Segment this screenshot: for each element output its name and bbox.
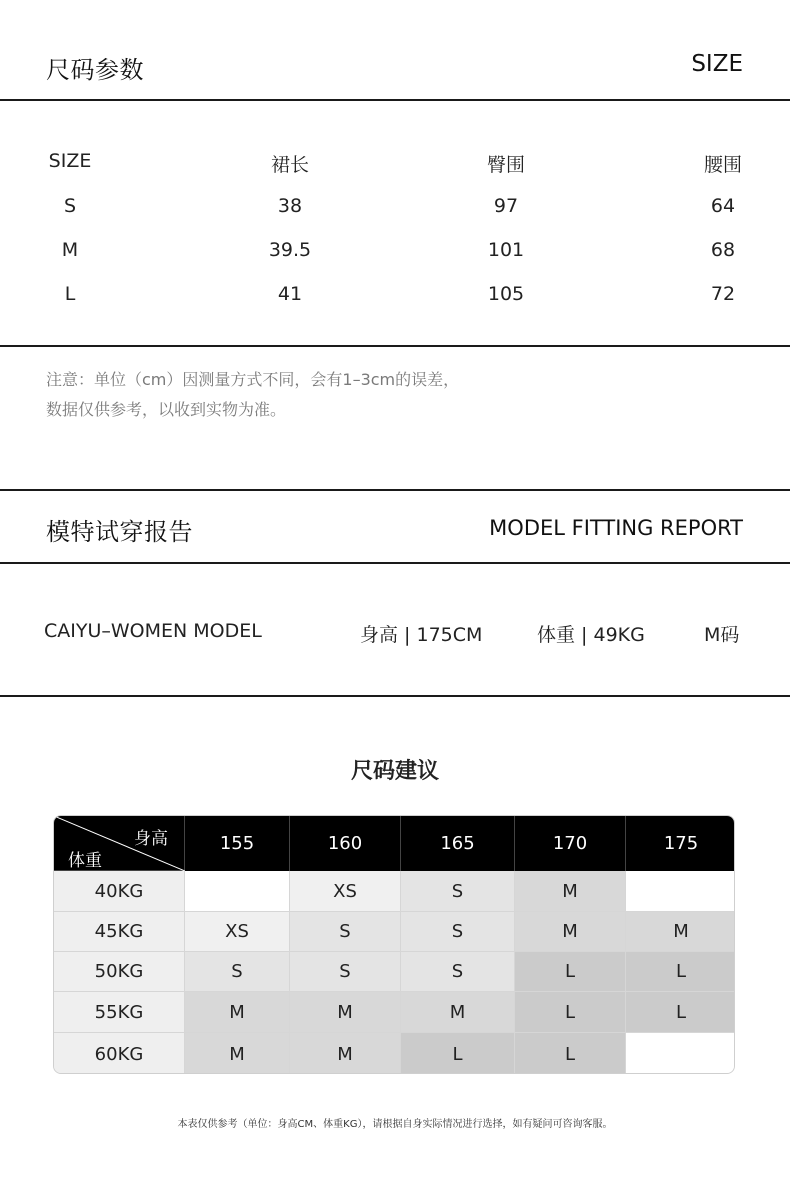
- recommendation-cell: M: [626, 912, 735, 952]
- height-header: 170: [515, 816, 626, 871]
- header-length: 裙长: [270, 154, 309, 176]
- recommendation-cell: L: [626, 992, 735, 1033]
- recommendation-cell: M: [401, 992, 515, 1033]
- hip-cell: 105: [487, 283, 525, 305]
- recommendation-cell: [185, 871, 290, 912]
- size-row: [46, 283, 746, 313]
- waist-cell: 72: [710, 283, 736, 305]
- note-line-1: 注意：单位（cm）因测量方式不同，会有1–3cm的误差，: [46, 370, 460, 389]
- length-cell: 39.5: [268, 239, 312, 261]
- divider: [0, 562, 790, 564]
- height-header: 160: [290, 816, 401, 871]
- divider: [0, 99, 790, 101]
- divider: [0, 489, 790, 491]
- recommendation-cell: [626, 1033, 735, 1074]
- waist-cell: 64: [710, 195, 736, 217]
- recommendation-footnote: 本表仅供参考（单位：身高CM、体重KG），请根据自身实际情况进行选择，如有疑问可咨询客服。: [177, 1119, 613, 1130]
- length-cell: 41: [277, 283, 303, 305]
- model-size: M码: [704, 624, 740, 646]
- model-height: 身高 | 175CM: [360, 624, 483, 646]
- recommendation-cell: S: [290, 952, 401, 992]
- size-row: [46, 239, 746, 269]
- weight-header: 60KG: [54, 1033, 185, 1074]
- note-line-2: 数据仅供参考，以收到实物为准。: [46, 400, 287, 419]
- recommendation-cell: L: [515, 952, 626, 992]
- size-cell: L: [64, 283, 76, 305]
- header-hip: 臀围: [486, 154, 525, 176]
- recommendation-cell: [626, 871, 735, 912]
- recommendation-cell: M: [290, 992, 401, 1033]
- recommendation-cell: L: [515, 992, 626, 1033]
- size-cell: S: [63, 195, 77, 217]
- height-header: 175: [626, 816, 735, 871]
- recommendation-cell: S: [185, 952, 290, 992]
- recommendation-cell: M: [515, 912, 626, 952]
- height-header: 155: [185, 816, 290, 871]
- size-cell: M: [61, 239, 79, 261]
- recommendation-cell: M: [290, 1033, 401, 1074]
- model-weight: 体重 | 49KG: [537, 624, 645, 646]
- recommendation-cell: S: [401, 912, 515, 952]
- length-cell: 38: [277, 195, 303, 217]
- recommendation-title: 尺码建议: [350, 759, 439, 784]
- weight-header: 55KG: [54, 992, 185, 1033]
- size-section-title: 尺码参数: [46, 56, 144, 84]
- hip-cell: 97: [493, 195, 519, 217]
- header-waist: 腰围: [703, 154, 742, 176]
- recommendation-cell: M: [185, 992, 290, 1033]
- height-header: 165: [401, 816, 515, 871]
- recommendation-cell: M: [185, 1033, 290, 1074]
- header-size: SIZE: [48, 150, 92, 172]
- size-row: [46, 195, 746, 225]
- weight-header: 40KG: [54, 871, 185, 912]
- weight-header: 50KG: [54, 952, 185, 992]
- recommendation-cell: S: [290, 912, 401, 952]
- model-name: CAIYU–WOMEN MODEL: [44, 620, 262, 642]
- size-table-header: [46, 150, 746, 180]
- divider: [0, 695, 790, 697]
- size-recommendation-grid: [53, 815, 735, 1074]
- waist-cell: 68: [710, 239, 736, 261]
- grid-corner: [54, 816, 185, 871]
- recommendation-cell: M: [515, 871, 626, 912]
- corner-height-label: 身高: [134, 829, 168, 849]
- corner-weight-label: 体重: [68, 851, 102, 871]
- recommendation-cell: L: [401, 1033, 515, 1074]
- measurement-note: [46, 365, 746, 425]
- recommendation-cell: S: [401, 871, 515, 912]
- recommendation-cell: XS: [290, 871, 401, 912]
- recommendation-cell: XS: [185, 912, 290, 952]
- divider: [0, 345, 790, 347]
- model-section-title: 模特试穿报告: [46, 518, 193, 546]
- size-section-title-en: SIZE: [691, 51, 743, 77]
- recommendation-cell: L: [626, 952, 735, 992]
- weight-header: 45KG: [54, 912, 185, 952]
- hip-cell: 101: [487, 239, 525, 261]
- recommendation-cell: S: [401, 952, 515, 992]
- model-section-title-en: MODEL FITTING REPORT: [489, 516, 743, 540]
- recommendation-cell: L: [515, 1033, 626, 1074]
